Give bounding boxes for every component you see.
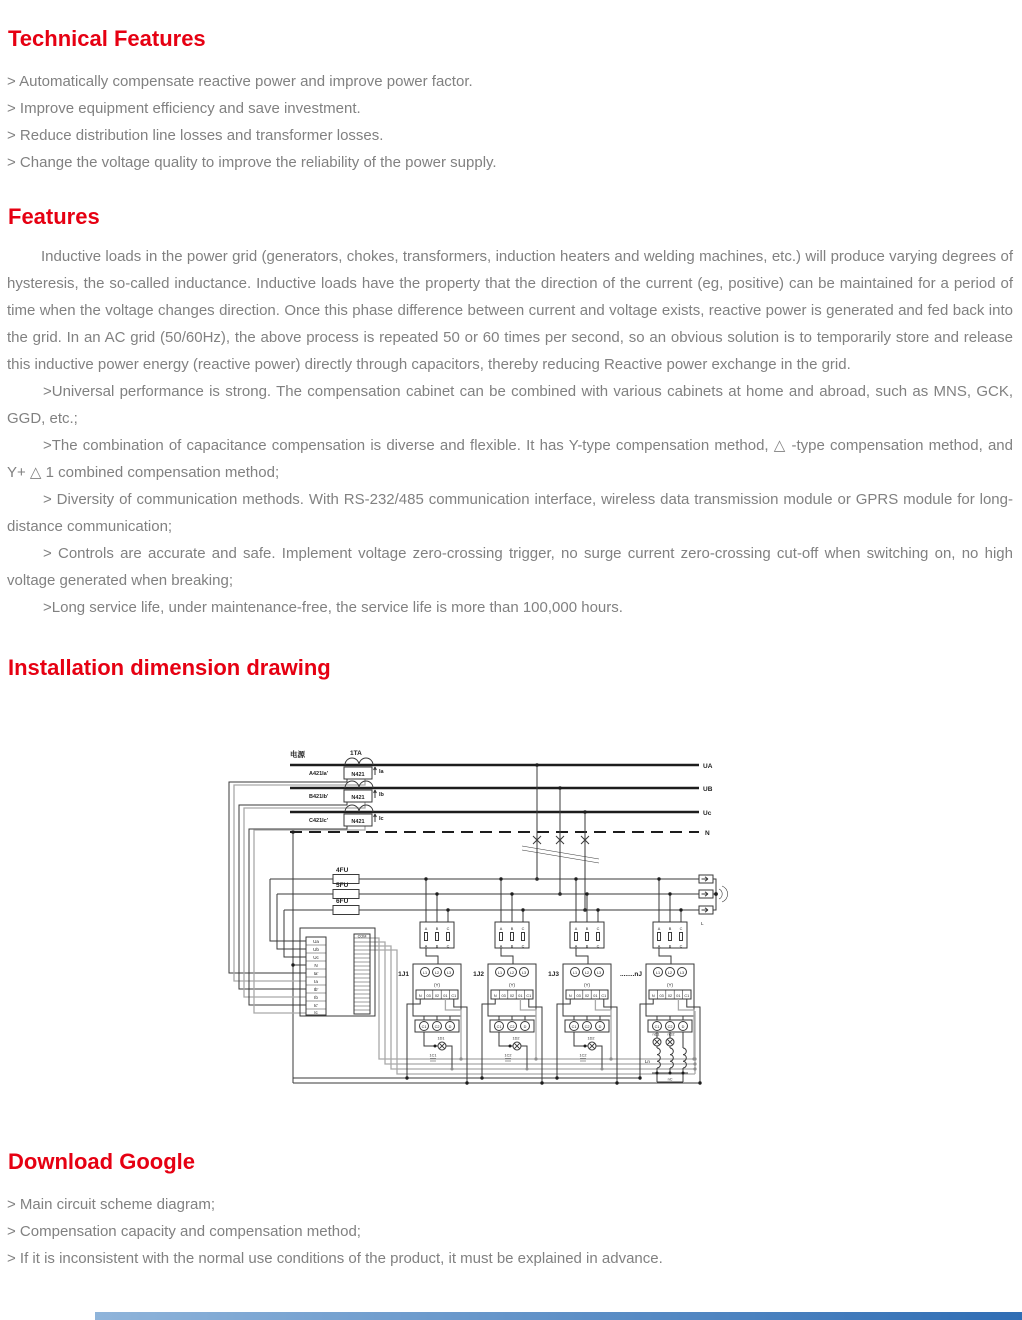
cap-terminal-label: C1	[571, 1024, 577, 1029]
relay-terminal-label: L1	[572, 970, 578, 975]
bus-label: UB	[703, 786, 713, 793]
phase-letter: B	[585, 944, 589, 949]
capacitor-label: nC	[667, 1077, 673, 1082]
capacitor-label: 1C1	[429, 1053, 437, 1058]
relay-terminal-label: 02	[509, 993, 515, 998]
features-intro-paragraph: Inductive loads in the power grid (generators, chokes, transformers, induction heaters and welding machines, etc.) will produce varying degrees of hysteresis, the so-called inductance. Inductive loads have the property that the direction of the current (eg, positive) can be maintained for a period of time when the voltage changes direction. Once this phase difference between current and voltage exists, reactive power is generated and fed back into the grid. In an AC grid (50/60Hz), the above process is repeated 50 or 60 times per second, so an obvious solution is to temporarily store and release this inductive power energy (reactive power) directly through capacitors, thereby reducing Reactive power exchange in the grid.	[7, 248, 1013, 373]
phase-letter: C	[521, 944, 525, 949]
features-point: >Universal performance is strong. The compensation cabinet can be combined with various cabinets at home and abroad, such as MNS, GCK, GGD, etc.;	[7, 383, 1013, 427]
relay-terminal-label: 03	[576, 993, 581, 998]
relay-terminal-label: L2	[667, 970, 673, 975]
phase-letter: B	[668, 927, 672, 931]
branch-1j2	[473, 877, 544, 1084]
fuse-5fu	[333, 882, 359, 899]
ct-secondary-label: Ib	[379, 792, 384, 798]
branch-label: 1J1	[398, 971, 409, 978]
phase-letter: B	[510, 944, 514, 949]
terminal-label: Ia	[314, 979, 318, 984]
fuse-label: 4FU	[336, 867, 349, 874]
installation-diagram-container	[215, 731, 730, 1101]
branch-1j1	[398, 877, 469, 1084]
technical-features-title: Technical Features	[8, 26, 206, 51]
relay-terminal-label: 01	[676, 993, 681, 998]
neutral-label: N	[705, 830, 710, 837]
cap-terminal-label: C2	[434, 1024, 440, 1029]
terminal-label: Uc	[313, 955, 319, 960]
phase-letter: A	[574, 927, 578, 931]
bullet-item: > Main circuit scheme diagram;	[7, 1196, 215, 1213]
cap-terminal-label: C2	[509, 1024, 515, 1029]
bullet-item: > Improve equipment efficiency and save investment.	[7, 100, 361, 117]
branch-label: ........nJ	[619, 971, 642, 978]
capacitor-label: 1C2	[579, 1053, 587, 1058]
relay-terminal-label: C1	[526, 993, 532, 998]
relay-terminal-label: L1	[422, 970, 428, 975]
features-point: > Diversity of communication methods. With RS-232/485 communication interface, wireless data transmission module or GPRS module for long-distance communication;	[7, 491, 1013, 535]
relay-symbol: (Y)	[666, 982, 674, 988]
output-connectors	[699, 875, 728, 926]
phase-letter: A	[424, 927, 428, 931]
ct-group-label: 1TA	[350, 750, 362, 757]
lamp-label: 1D2	[587, 1036, 595, 1041]
branch-nj	[620, 877, 702, 1084]
lamp-label: 1D1	[437, 1036, 445, 1041]
cap-terminal-label: C2	[584, 1024, 590, 1029]
circuit-diagram	[215, 731, 730, 1101]
phase-letter: C	[679, 944, 683, 949]
phase-letter: A	[499, 944, 503, 949]
cap-terminal-label: D	[523, 1024, 527, 1029]
phase-letter: A	[574, 944, 578, 949]
relay-symbol: (Y)	[583, 982, 591, 988]
cap-terminal-label: C1	[421, 1024, 427, 1029]
phase-letter: C	[596, 944, 600, 949]
phase-letter: B	[585, 927, 589, 931]
bullet-item: > Reduce distribution line losses and transformer losses.	[7, 127, 384, 144]
cap-terminal-label: C1	[496, 1024, 502, 1029]
relay-terminal-label: L1	[497, 970, 503, 975]
phase-letter: C	[521, 927, 525, 931]
controller-block	[300, 928, 375, 1016]
ct-secondary-label: Ia	[379, 769, 384, 775]
bullet-item: > Compensation capacity and compensation method;	[7, 1223, 361, 1240]
terminal-label: Ib	[314, 995, 318, 1000]
cap-terminal-label: C1	[654, 1024, 660, 1029]
phase-letter: A	[657, 944, 661, 949]
cap-terminal-label: D	[598, 1024, 602, 1029]
relay-terminal-label: C1	[451, 993, 457, 998]
ct-phase-c	[309, 805, 712, 826]
phase-letter: B	[435, 944, 439, 949]
fuse-6fu	[333, 898, 359, 915]
ct-primary-label: B421Ib'	[309, 794, 329, 800]
features-point: > Controls are accurate and safe. Implement voltage zero-crossing trigger, no surge current zero-crossing cut-off when switching on, no high voltage generated when breaking;	[7, 545, 1013, 589]
phase-letter: A	[424, 944, 428, 949]
relay-terminal-label: C1	[684, 993, 690, 998]
fuse-label: 5FU	[336, 882, 349, 889]
installation-title: Installation dimension drawing	[8, 655, 331, 680]
features-point: >The combination of capacitance compensation is diverse and flexible. It has Y-type compensation method, △ -type compensation method, and Y+ △ 1 combined compensation method;	[7, 437, 1013, 481]
bullet-item: > Automatically compensate reactive power and improve power factor.	[7, 73, 473, 90]
phase-letter: C	[679, 927, 683, 931]
bullet-item: > If it is inconsistent with the normal use conditions of the product, it must be explained in advance.	[7, 1250, 663, 1267]
bus-label: UA	[703, 763, 713, 770]
ct-model-label: N421	[351, 819, 365, 825]
relay-terminal-label: L2	[434, 970, 440, 975]
branch-1j3	[548, 877, 619, 1084]
inductor-label: Ln	[644, 1059, 650, 1064]
relay-terminal-label: 02	[667, 993, 673, 998]
terminal-label: Ub	[313, 947, 319, 952]
cap-terminal-label: D	[681, 1024, 685, 1029]
relay-terminal-label: N	[418, 993, 422, 998]
relay-terminal-label: L2	[509, 970, 515, 975]
relay-terminal-label: L2	[584, 970, 590, 975]
terminal-label: Ib'	[313, 987, 319, 992]
phase-letter: A	[499, 927, 503, 931]
technical-features-list	[7, 68, 1013, 176]
connector-label: L	[701, 921, 704, 926]
terminal-label: N	[314, 963, 318, 968]
relay-terminal-label: L3	[679, 970, 685, 975]
relay-terminal-label: L1	[655, 970, 661, 975]
download-list	[7, 1191, 1013, 1272]
phase-letter: C	[446, 927, 450, 931]
capacitor-label: 1C2	[504, 1053, 512, 1058]
relay-terminal-label: 01	[593, 993, 598, 998]
terminal-label: Ic'	[313, 1003, 319, 1008]
branch-label: 1J2	[473, 971, 484, 978]
relay-symbol: (Y)	[433, 982, 441, 988]
cap-terminal-label: C2	[667, 1024, 673, 1029]
relay-terminal-label: 03	[659, 993, 664, 998]
lamp-label: 1D2	[512, 1036, 520, 1041]
phase-letter: B	[435, 927, 439, 931]
ct-secondary-label: Ic	[379, 816, 384, 822]
terminal-label: Ic	[314, 1010, 318, 1015]
relay-terminal-label: 01	[518, 993, 523, 998]
phase-letter: C	[446, 944, 450, 949]
ct-primary-label: C421Ic'	[309, 818, 329, 824]
relay-terminal-label: N	[651, 993, 655, 998]
bus-label: Uc	[703, 810, 712, 817]
power-source-label: 电源	[290, 750, 305, 759]
relay-terminal-label: L3	[596, 970, 602, 975]
relay-terminal-label: 01	[443, 993, 448, 998]
ct-model-label: N421	[351, 772, 365, 778]
relay-terminal-label: C1	[601, 993, 607, 998]
cap-terminal-label: D	[448, 1024, 452, 1029]
relay-terminal-label: 02	[434, 993, 440, 998]
lamp-label: nD1	[652, 1032, 660, 1037]
phase-letter: C	[596, 927, 600, 931]
phase-letter: B	[510, 927, 514, 931]
relay-symbol: (Y)	[508, 982, 516, 988]
ct-phase-a	[309, 758, 713, 779]
ct-model-label: N421	[351, 795, 365, 801]
relay-terminal-label: 02	[584, 993, 590, 998]
fuse-label: 6FU	[336, 898, 349, 905]
features-point: >Long service life, under maintenance-free, the service life is more than 100,000 hours.	[43, 599, 623, 616]
terminal-label: Ua	[313, 939, 319, 944]
branch-label: 1J3	[548, 971, 559, 978]
lamp-label: nD2	[667, 1032, 675, 1037]
relay-terminal-label: N	[568, 993, 572, 998]
relay-terminal-label: L3	[521, 970, 527, 975]
terminal-label: Ia'	[313, 971, 319, 976]
ct-primary-label: A421Ia'	[309, 771, 329, 777]
relay-terminal-label: N	[493, 993, 497, 998]
relay-terminal-label: 03	[426, 993, 431, 998]
relay-terminal-label: L3	[446, 970, 452, 975]
relay-terminal-label: 03	[501, 993, 506, 998]
phase-letter: A	[657, 927, 661, 931]
bullet-item: > Change the voltage quality to improve the reliability of the power supply.	[7, 154, 497, 171]
breaker-switch	[522, 763, 599, 912]
features-title: Features	[8, 204, 100, 229]
fuse-lines	[270, 830, 699, 1083]
download-title: Download Google	[8, 1149, 195, 1174]
com-label: COM	[357, 934, 367, 939]
phase-letter: B	[668, 944, 672, 949]
footer-accent-bar	[95, 1312, 1022, 1320]
ct-phase-b	[309, 781, 713, 802]
